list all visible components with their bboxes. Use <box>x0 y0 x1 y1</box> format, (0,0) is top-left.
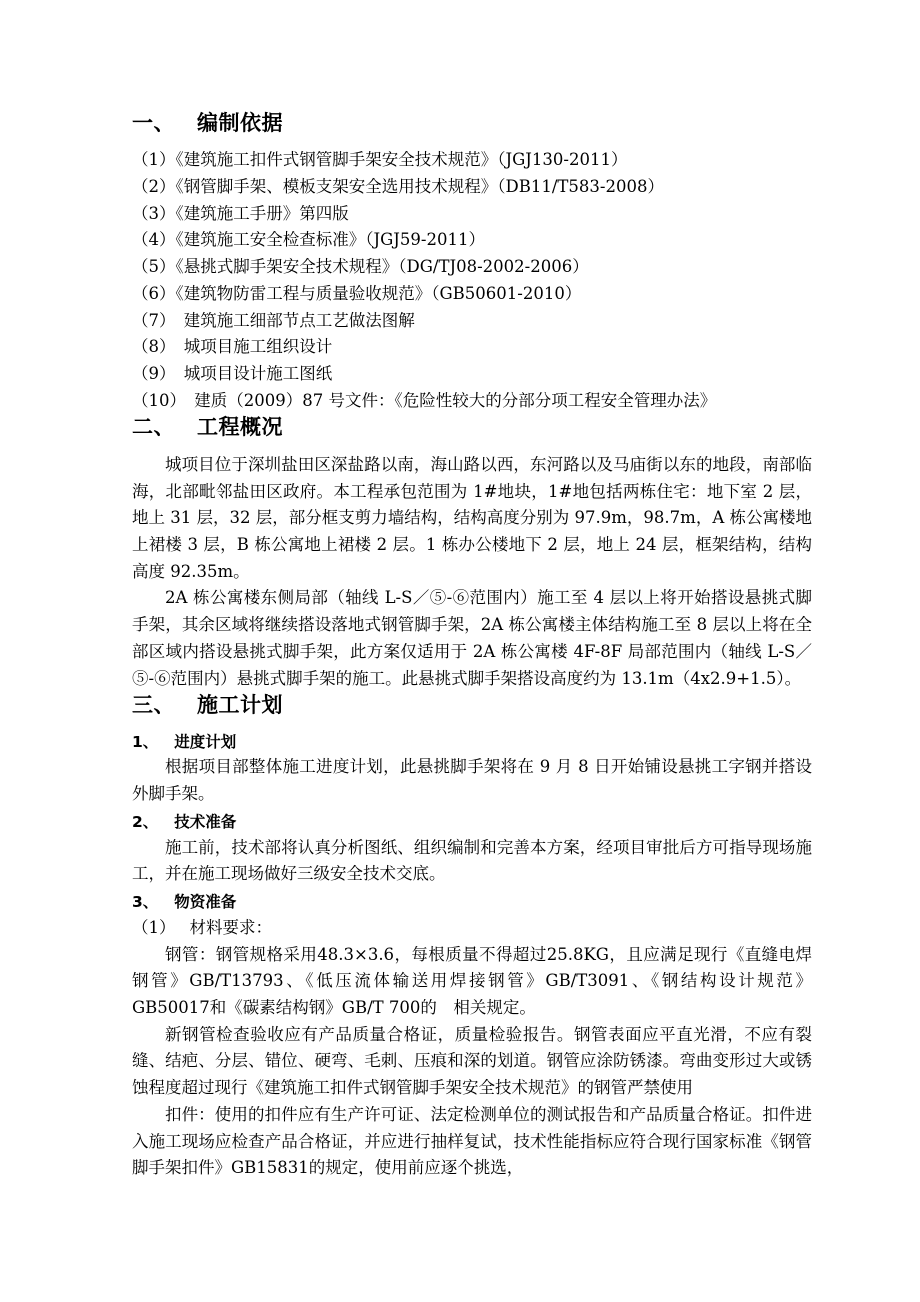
section-number-3: 三、 <box>132 693 175 718</box>
subsection-title: 进度计划 <box>174 732 237 751</box>
reference-item: （9） 城项目设计施工图纸 <box>132 364 333 384</box>
material-paragraph: 扣件：使用的扣件应有生产许可证、法定检测单位的测试报告和产品质量合格证。扣件进入施工现场应检查产品合格证，并应进行抽样复试，技术性能指标应符合现行国家标准《钢管脚手架扣件》GB15831的规定，使用前应逐个挑选， <box>132 1104 812 1178</box>
material-paragraph: 钢管：钢管规格采用48.3×3.6，每根质量不得超过25.8KG，且应满足现行《直缝电焊钢管》GB/T13793、《低压流体输送用焊接钢管》GB/T3091、《钢结构设计规范》GB50017和《碳素结构钢》GB/T 700的 相关规定。 <box>132 944 812 1017</box>
subsection-heading-technical <box>132 810 812 835</box>
subsection-number: 2、 <box>132 812 159 831</box>
reference-item: （6）《建筑物防雷工程与质量验收规范》（GB50601-2010） <box>132 283 582 303</box>
section-title-3: 施工计划 <box>197 693 283 718</box>
reference-item: （8） 城项目施工组织设计 <box>132 337 333 357</box>
project-overview-paragraph: 2A 栋公寓楼东侧局部（轴线 L-S／⑤-⑥范围内）施工至 4 层以上将开始搭设悬挑式脚手架，其余区域将继续搭设落地式钢管脚手架，2A 栋公寓楼主体结构施工至 8 层以上将在全部区域内搭设悬挑式脚手架，此方案仅适用于 2A 栋公寓楼 4F-8F 局部范围内（轴线 L-S／⑤-⑥范围内）悬挑式脚手架的施工。此悬挑式脚手架搭设高度约为 13.1m（4x2.9+1.5）。 <box>132 588 812 688</box>
subsection-heading-schedule <box>132 730 812 755</box>
material-requirement-heading <box>132 915 812 942</box>
subsection-number: 1、 <box>132 732 159 751</box>
project-overview-paragraph: 城项目位于深圳盐田区深盐路以南，海山路以西，东河路以及马庙街以东的地段，南部临海，北部毗邻盐田区政府。本工程承包范围为 1#地块，1#地包括两栋住宅：地下室 2 层，地上 31 层，32 层，部分框支剪力墙结构，结构高度分别为 97.9m，98.7m，A 栋公寓楼地上裙楼 3 层，B 栋公寓地上裙楼 2 层。1 栋办公楼地下 2 层，地上 24 层，框架结构，结构高度 92.35m。 <box>132 454 812 581</box>
material-item-number: （1） <box>132 917 176 937</box>
material-paragraph: 新钢管检查验收应有产品质量合格证，质量检验报告。钢管表面应平直光滑，不应有裂缝、结疤、分层、错位、硬弯、毛刺、压痕和深的划道。钢管应涂防锈漆。弯曲变形过大或锈蚀程度超过现行《建筑施工扣件式钢管脚手架安全技术规范》的钢管严禁使用 <box>132 1024 812 1098</box>
reference-item: （7） 建筑施工细部节点工艺做法图解 <box>132 310 415 330</box>
schedule-paragraph: 根据项目部整体施工进度计划，此悬挑脚手架将在 9 月 8 日开始铺设悬挑工字钢并搭设外脚手架。 <box>132 757 812 804</box>
reference-item: （3）《建筑施工手册》第四版 <box>132 203 349 223</box>
subsection-title: 技术准备 <box>174 812 237 831</box>
reference-item: （5）《悬挑式脚手架安全技术规程》（DG/TJ08-2002-2006） <box>132 257 589 277</box>
reference-item: （4）《建筑施工安全检查标准》（JGJ59-2011） <box>132 230 485 250</box>
section-heading-3 <box>132 692 812 719</box>
section-heading-2 <box>132 414 812 441</box>
reference-item: （10） 建质（2009）87 号文件：《危险性较大的分部分项工程安全管理办法》 <box>132 390 717 410</box>
reference-item: （2）《钢管脚手架、模板支架安全选用技术规程》（DB11/T583-2008） <box>132 177 664 197</box>
section-number-2: 二、 <box>132 415 175 440</box>
technical-paragraph: 施工前，技术部将认真分析图纸、组织编制和完善本方案，经项目审批后方可指导现场施工，并在施工现场做好三级安全技术交底。 <box>132 837 812 884</box>
reference-item: （1）《建筑施工扣件式钢管脚手架安全技术规范》（JGJ130-2011） <box>132 150 628 170</box>
subsection-number: 3、 <box>132 893 159 912</box>
section-number-1: 一、 <box>132 111 175 135</box>
material-item-title: 材料要求： <box>189 917 272 937</box>
subsection-heading-materials <box>132 890 812 915</box>
section-title-2: 工程概况 <box>197 415 283 440</box>
section-heading-1 <box>132 110 812 137</box>
section-title-1: 编制依据 <box>197 111 283 135</box>
subsection-title: 物资准备 <box>174 893 237 912</box>
